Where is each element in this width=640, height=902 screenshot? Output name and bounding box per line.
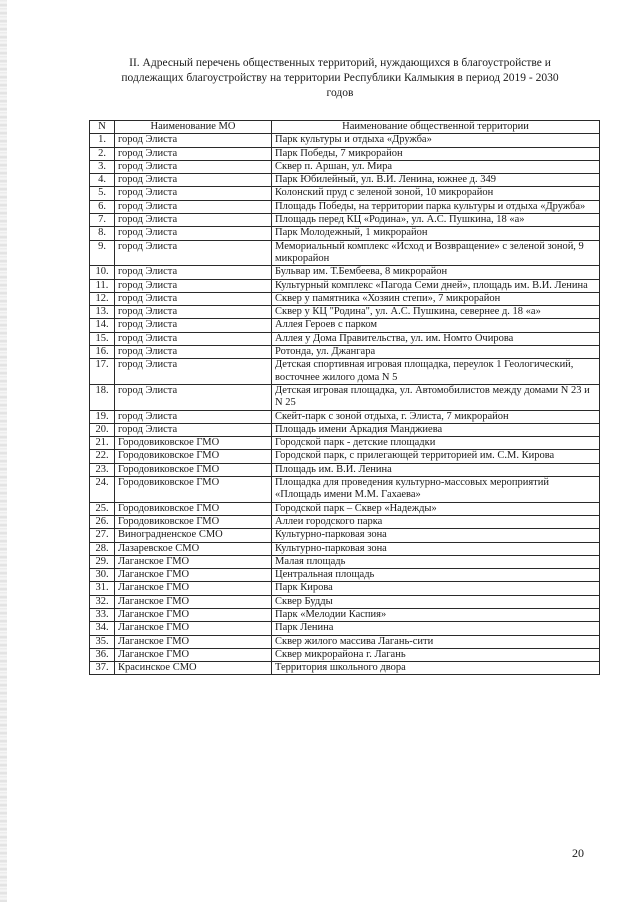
header-territory: Наименование общественной территории bbox=[272, 121, 600, 134]
row-municipality: город Элиста bbox=[115, 266, 272, 279]
row-number: 13. bbox=[90, 306, 115, 319]
row-territory: Площадка для проведения культурно-массовых мероприятий «Площадь имени М.М. Гахаева» bbox=[272, 477, 600, 503]
table-row bbox=[90, 635, 600, 648]
row-municipality: Городовиковское ГМО bbox=[115, 450, 272, 463]
row-municipality: город Элиста bbox=[115, 160, 272, 173]
row-number: 17. bbox=[90, 359, 115, 385]
row-municipality: город Элиста bbox=[115, 200, 272, 213]
table-row bbox=[90, 332, 600, 345]
row-territory: Парк Победы, 7 микрорайон bbox=[272, 147, 600, 160]
row-territory: Площадь перед КЦ «Родина», ул. А.С. Пушкина, 18 «а» bbox=[272, 214, 600, 227]
row-territory: Парк Юбилейный, ул. В.И. Ленина, южнее д. 349 bbox=[272, 174, 600, 187]
row-number: 26. bbox=[90, 515, 115, 528]
row-number: 15. bbox=[90, 332, 115, 345]
row-territory: Центральная площадь bbox=[272, 569, 600, 582]
table-row bbox=[90, 279, 600, 292]
row-territory: Сквер жилого массива Лагань-сити bbox=[272, 635, 600, 648]
header-number: N bbox=[90, 121, 115, 134]
table-row bbox=[90, 227, 600, 240]
table-row bbox=[90, 292, 600, 305]
row-number: 8. bbox=[90, 227, 115, 240]
row-territory: Культурный комплекс «Пагода Семи дней», площадь им. В.И. Ленина bbox=[272, 279, 600, 292]
row-municipality: город Элиста bbox=[115, 214, 272, 227]
row-territory: Мемориальный комплекс «Исход и Возвращение» с зеленой зоной, 9 микрорайон bbox=[272, 240, 600, 266]
row-number: 21. bbox=[90, 437, 115, 450]
row-municipality: город Элиста bbox=[115, 346, 272, 359]
row-territory: Культурно-парковая зона bbox=[272, 542, 600, 555]
territories-table bbox=[89, 120, 600, 675]
row-number: 24. bbox=[90, 477, 115, 503]
table-row bbox=[90, 582, 600, 595]
row-municipality: Красинское СМО bbox=[115, 662, 272, 675]
row-territory: Площадь имени Аркадия Манджиева bbox=[272, 423, 600, 436]
table-row bbox=[90, 346, 600, 359]
table-row bbox=[90, 214, 600, 227]
row-municipality: город Элиста bbox=[115, 332, 272, 345]
table-row bbox=[90, 359, 600, 385]
row-number: 11. bbox=[90, 279, 115, 292]
row-number: 25. bbox=[90, 502, 115, 515]
table-row bbox=[90, 134, 600, 147]
row-municipality: Городовиковское ГМО bbox=[115, 515, 272, 528]
row-number: 12. bbox=[90, 292, 115, 305]
table-row bbox=[90, 384, 600, 410]
row-territory: Парк Молодежный, 1 микрорайон bbox=[272, 227, 600, 240]
row-municipality: город Элиста bbox=[115, 187, 272, 200]
heading-line-1: II. Адресный перечень общественных территорий, нуждающихся в благоустройстве и bbox=[129, 57, 551, 69]
row-number: 3. bbox=[90, 160, 115, 173]
table-row bbox=[90, 200, 600, 213]
table-row bbox=[90, 437, 600, 450]
row-number: 23. bbox=[90, 463, 115, 476]
page-number: 20 bbox=[572, 846, 584, 860]
row-number: 1. bbox=[90, 134, 115, 147]
row-territory: Парк «Мелодии Каспия» bbox=[272, 608, 600, 621]
table-row bbox=[90, 515, 600, 528]
row-municipality: Лаганское ГМО bbox=[115, 582, 272, 595]
table-row bbox=[90, 410, 600, 423]
document-heading bbox=[80, 56, 600, 101]
table-row bbox=[90, 662, 600, 675]
row-number: 7. bbox=[90, 214, 115, 227]
row-municipality: Городовиковское ГМО bbox=[115, 502, 272, 515]
row-territory: Ротонда, ул. Джангара bbox=[272, 346, 600, 359]
row-territory: Парк Ленина bbox=[272, 622, 600, 635]
row-municipality: Лаганское ГМО bbox=[115, 569, 272, 582]
row-municipality: город Элиста bbox=[115, 306, 272, 319]
row-territory: Площадь Победы, на территории парка культуры и отдыха «Дружба» bbox=[272, 200, 600, 213]
row-number: 2. bbox=[90, 147, 115, 160]
row-number: 34. bbox=[90, 622, 115, 635]
table-row bbox=[90, 147, 600, 160]
row-municipality: Лаганское ГМО bbox=[115, 635, 272, 648]
row-number: 10. bbox=[90, 266, 115, 279]
row-municipality: город Элиста bbox=[115, 423, 272, 436]
row-number: 6. bbox=[90, 200, 115, 213]
row-number: 33. bbox=[90, 608, 115, 621]
table-row bbox=[90, 622, 600, 635]
table-row bbox=[90, 648, 600, 661]
row-number: 20. bbox=[90, 423, 115, 436]
row-number: 14. bbox=[90, 319, 115, 332]
row-number: 22. bbox=[90, 450, 115, 463]
row-municipality: Лазаревское СМО bbox=[115, 542, 272, 555]
table-row bbox=[90, 595, 600, 608]
table-row bbox=[90, 240, 600, 266]
table-row bbox=[90, 306, 600, 319]
row-municipality: Городовиковское ГМО bbox=[115, 463, 272, 476]
row-municipality: город Элиста bbox=[115, 240, 272, 266]
row-territory: Городской парк, с прилегающей территорией им. С.М. Кирова bbox=[272, 450, 600, 463]
row-number: 37. bbox=[90, 662, 115, 675]
row-municipality: город Элиста bbox=[115, 292, 272, 305]
scan-edge bbox=[0, 0, 7, 902]
row-territory: Городской парк - детские площадки bbox=[272, 437, 600, 450]
row-municipality: город Элиста bbox=[115, 279, 272, 292]
table-row bbox=[90, 160, 600, 173]
row-municipality: город Элиста bbox=[115, 134, 272, 147]
row-number: 19. bbox=[90, 410, 115, 423]
row-number: 35. bbox=[90, 635, 115, 648]
table-row bbox=[90, 450, 600, 463]
row-municipality: город Элиста bbox=[115, 147, 272, 160]
row-territory: Парк Кирова bbox=[272, 582, 600, 595]
row-municipality: город Элиста bbox=[115, 359, 272, 385]
row-municipality: Лаганское ГМО bbox=[115, 648, 272, 661]
table-body bbox=[90, 134, 600, 675]
row-territory: Городской парк – Сквер «Надежды» bbox=[272, 502, 600, 515]
table-row bbox=[90, 477, 600, 503]
table-row bbox=[90, 463, 600, 476]
row-number: 29. bbox=[90, 555, 115, 568]
row-municipality: город Элиста bbox=[115, 410, 272, 423]
row-territory: Детская спортивная игровая площадка, переулок 1 Геологический, восточнее жилого дома N 5 bbox=[272, 359, 600, 385]
row-municipality: город Элиста bbox=[115, 174, 272, 187]
row-municipality: Виноградненское СМО bbox=[115, 529, 272, 542]
row-territory: Аллеи городского парка bbox=[272, 515, 600, 528]
row-territory: Сквер Будды bbox=[272, 595, 600, 608]
row-territory: Скейт-парк с зоной отдыха, г. Элиста, 7 микрорайон bbox=[272, 410, 600, 423]
table-row bbox=[90, 555, 600, 568]
row-territory: Колонский пруд с зеленой зоной, 10 микрорайон bbox=[272, 187, 600, 200]
table-row bbox=[90, 542, 600, 555]
row-territory: Площадь им. В.И. Ленина bbox=[272, 463, 600, 476]
row-number: 5. bbox=[90, 187, 115, 200]
row-municipality: город Элиста bbox=[115, 319, 272, 332]
row-municipality: Лаганское ГМО bbox=[115, 622, 272, 635]
row-territory: Территория школьного двора bbox=[272, 662, 600, 675]
row-municipality: Лаганское ГМО bbox=[115, 608, 272, 621]
table-row bbox=[90, 319, 600, 332]
row-number: 9. bbox=[90, 240, 115, 266]
table-row bbox=[90, 266, 600, 279]
row-municipality: Лаганское ГМО bbox=[115, 595, 272, 608]
row-number: 30. bbox=[90, 569, 115, 582]
row-territory: Малая площадь bbox=[272, 555, 600, 568]
row-territory: Сквер микрорайона г. Лагань bbox=[272, 648, 600, 661]
table-row bbox=[90, 502, 600, 515]
table-row bbox=[90, 187, 600, 200]
heading-line-2: подлежащих благоустройству на территории Республики Калмыкия в период 2019 - 2030 bbox=[121, 72, 559, 84]
row-number: 18. bbox=[90, 384, 115, 410]
row-number: 4. bbox=[90, 174, 115, 187]
row-territory: Аллея Героев с парком bbox=[272, 319, 600, 332]
row-territory: Сквер у памятника «Хозяин степи», 7 микрорайон bbox=[272, 292, 600, 305]
row-territory: Аллея у Дома Правительства, ул. им. Номто Очирова bbox=[272, 332, 600, 345]
row-number: 32. bbox=[90, 595, 115, 608]
row-number: 16. bbox=[90, 346, 115, 359]
table-row bbox=[90, 174, 600, 187]
row-territory: Культурно-парковая зона bbox=[272, 529, 600, 542]
table-row bbox=[90, 529, 600, 542]
row-municipality: Лаганское ГМО bbox=[115, 555, 272, 568]
table-header-row bbox=[90, 121, 600, 134]
table-row bbox=[90, 608, 600, 621]
row-number: 31. bbox=[90, 582, 115, 595]
row-number: 27. bbox=[90, 529, 115, 542]
row-territory: Бульвар им. Т.Бембеева, 8 микрорайон bbox=[272, 266, 600, 279]
row-territory: Парк культуры и отдыха «Дружба» bbox=[272, 134, 600, 147]
table-row bbox=[90, 423, 600, 436]
row-territory: Сквер у КЦ "Родина", ул. А.С. Пушкина, севернее д. 18 «а» bbox=[272, 306, 600, 319]
row-municipality: город Элиста bbox=[115, 227, 272, 240]
row-territory: Сквер п. Аршан, ул. Мира bbox=[272, 160, 600, 173]
table-row bbox=[90, 569, 600, 582]
heading-line-3: годов bbox=[326, 87, 354, 99]
header-municipality: Наименование МО bbox=[115, 121, 272, 134]
row-number: 36. bbox=[90, 648, 115, 661]
row-municipality: Городовиковское ГМО bbox=[115, 477, 272, 503]
row-number: 28. bbox=[90, 542, 115, 555]
row-municipality: город Элиста bbox=[115, 384, 272, 410]
row-territory: Детская игровая площадка, ул. Автомобилистов между домами N 23 и N 25 bbox=[272, 384, 600, 410]
row-municipality: Городовиковское ГМО bbox=[115, 437, 272, 450]
